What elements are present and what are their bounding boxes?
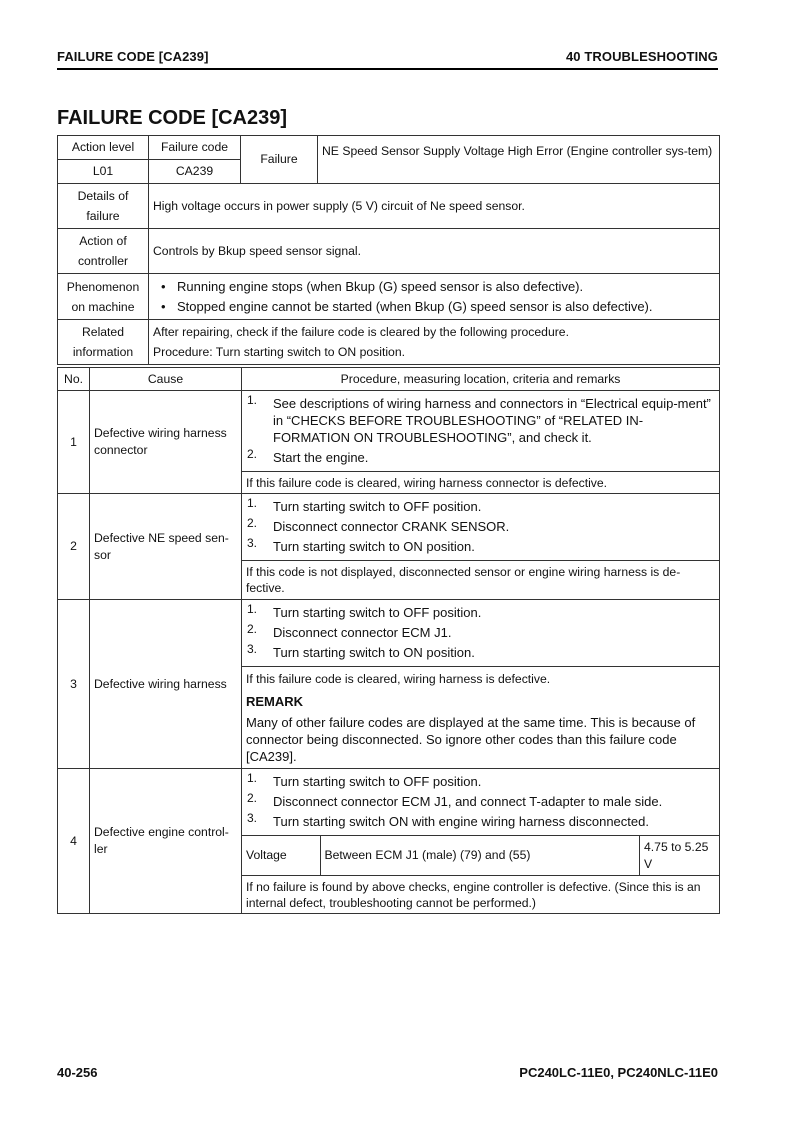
action-controller-label: Action of controller — [58, 229, 149, 274]
procedure-note-block — [242, 667, 720, 769]
header-section-title: FAILURE CODE [CA239] — [57, 49, 209, 64]
procedure-step: 1. Turn starting switch to OFF position. — [247, 771, 482, 789]
procedure-steps — [242, 391, 720, 472]
related-info-line: Procedure: Turn starting switch to ON position. — [153, 345, 405, 359]
failure-label: Failure — [241, 136, 318, 184]
procedure-step: 2. Disconnect connector ECM J1. — [247, 622, 452, 640]
cause-description: Defective engine control-ler — [90, 769, 242, 914]
phenomenon-item: • Running engine stops (when Bkup (G) speed sensor is also defective). — [153, 277, 715, 297]
phenomenon-item: • Stopped engine cannot be started (when Bkup (G) speed sensor is also defective). — [153, 297, 715, 317]
measure-value: 4.75 to 5.25 V — [640, 836, 720, 876]
page-number: 40-256 — [57, 1065, 98, 1080]
action-level-value: L01 — [58, 160, 149, 184]
header-chapter-title: 40 TROUBLESHOOTING — [565, 49, 718, 64]
procedure-step: 2. Start the engine. — [247, 447, 369, 465]
col-header-no: No. — [58, 368, 90, 391]
procedure-step: 2. Disconnect connector ECM J1, and connect T-adapter to male side. — [247, 791, 663, 809]
col-header-cause: Cause — [90, 368, 242, 391]
cause-table — [57, 367, 720, 914]
procedure-steps — [242, 494, 720, 561]
phenomenon-list — [153, 277, 715, 317]
failure-info-table — [57, 135, 720, 365]
cause-number: 1 — [58, 391, 90, 494]
measurement-cell — [242, 836, 640, 876]
details-value: High voltage occurs in power supply (5 V) circuit of Ne speed sensor. — [149, 184, 720, 229]
cause-number: 4 — [58, 769, 90, 914]
bullet-icon: • — [161, 278, 166, 294]
failure-description: NE Speed Sensor Supply Voltage High Error (Engine controller sys-tem) — [318, 136, 720, 184]
procedure-step: 3. Turn starting switch to ON position. — [247, 642, 475, 660]
col-header-procedure: Procedure, measuring location, criteria and remarks — [242, 368, 720, 391]
phenomenon-value — [149, 274, 720, 320]
phenomenon-label: Phenomenon on machine — [58, 274, 149, 320]
cause-number: 3 — [58, 600, 90, 769]
procedure-step: 1. Turn starting switch to OFF position. — [247, 496, 482, 514]
cause-description: Defective wiring harness connector — [90, 391, 242, 494]
procedure-note: If no failure is found by above checks, engine controller is defective. (Since this is an internal defect, troubleshooting cannot be performed.) — [242, 876, 720, 914]
page-title: FAILURE CODE [CA239] — [57, 107, 288, 129]
procedure-steps — [242, 600, 720, 667]
measure-label: Voltage — [242, 836, 320, 875]
action-controller-value: Controls by Bkup speed sensor signal. — [149, 229, 720, 274]
procedure-step: 1. See descriptions of wiring harness and connectors in “Electrical equip-ment” in “CHECKS BEFORE TROUBLESHOOTING” of “RELATED IN-FORMATION ON TROUBLESHOOTING”, and check it. — [247, 393, 711, 445]
procedure-steps — [242, 769, 720, 836]
remark-title: REMARK — [246, 693, 304, 709]
failure-code-value: CA239 — [149, 160, 241, 184]
related-info-line: After repairing, check if the failure code is cleared by the following procedure. — [153, 325, 569, 339]
procedure-note: If this failure code is cleared, wiring harness is defective. — [246, 671, 551, 686]
failure-code-label: Failure code — [149, 136, 241, 160]
model-name: PC240LC-11E0, PC240NLC-11E0 — [519, 1065, 718, 1080]
related-info-label: Related information — [58, 320, 149, 365]
procedure-step: 3. Turn starting switch to ON position. — [247, 536, 475, 554]
bullet-icon: • — [161, 298, 166, 314]
procedure-step: 2. Disconnect connector CRANK SENSOR. — [247, 516, 510, 534]
procedure-step: 3. Turn starting switch ON with engine wiring harness disconnected. — [247, 811, 649, 829]
action-level-label: Action level — [58, 136, 149, 160]
header-rule — [57, 68, 718, 70]
procedure-note: If this failure code is cleared, wiring harness connector is defective. — [242, 472, 720, 494]
measurement-table — [242, 836, 639, 875]
remark-text: Many of other failure codes are displayed at the same time. This is because of connector being disconnected. So ignore other codes than this failure code [CA239]. — [246, 714, 696, 764]
procedure-step: 1. Turn starting switch to OFF position. — [247, 602, 482, 620]
measure-between: Between ECM J1 (male) (79) and (55) — [324, 848, 531, 862]
cause-number: 2 — [58, 494, 90, 600]
cause-description: Defective NE speed sen-sor — [90, 494, 242, 600]
cause-description: Defective wiring harness — [90, 600, 242, 769]
related-info-value — [149, 320, 720, 365]
procedure-note: If this code is not displayed, disconnected sensor or engine wiring harness is de-fective. — [242, 561, 720, 600]
details-label: Details of failure — [58, 184, 149, 229]
